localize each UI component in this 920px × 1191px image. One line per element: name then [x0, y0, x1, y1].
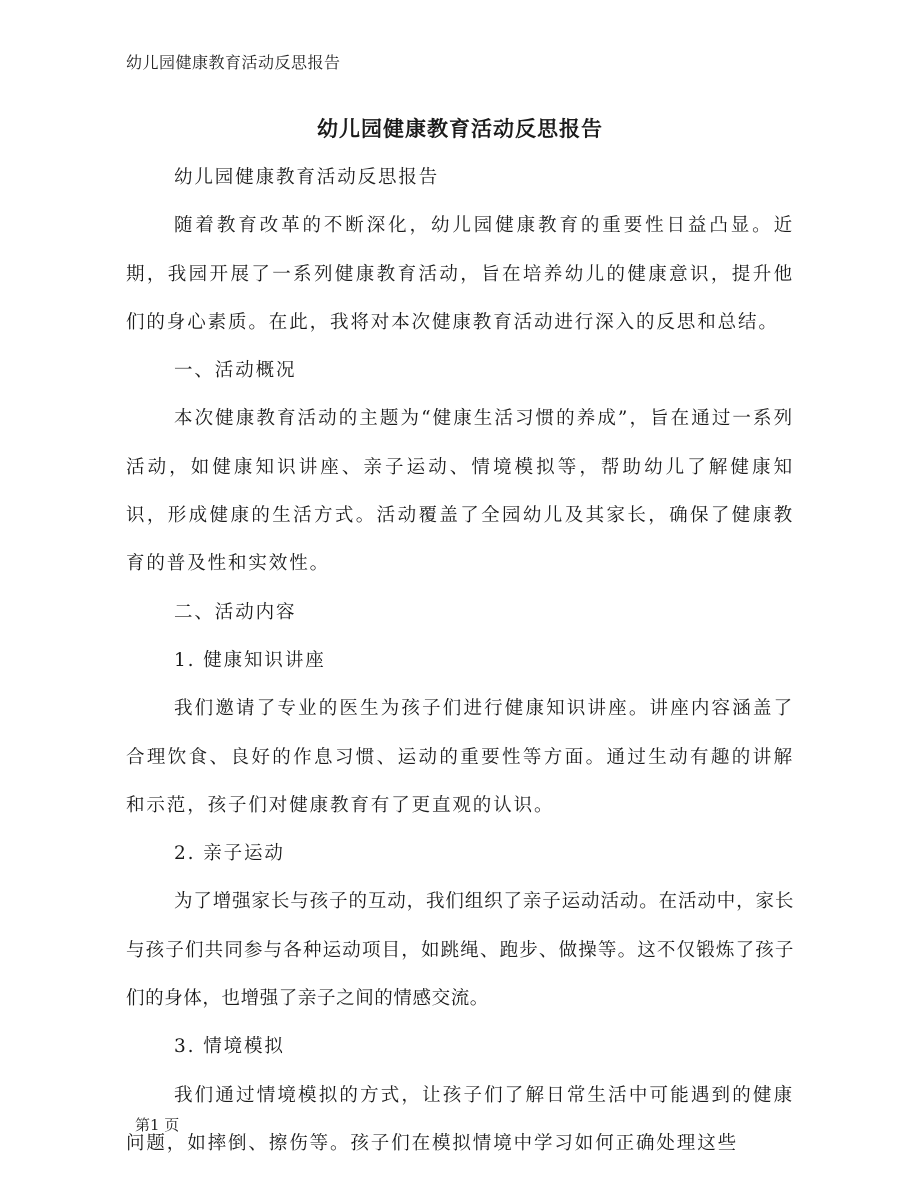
document-title: 幼儿园健康教育活动反思报告 — [317, 116, 603, 141]
sports-paragraph: 为了增强家长与孩子的互动，我们组织了亲子运动活动。在活动中，家长与孩子们共同参与各种运动项目，如跳绳、跑步、做操等。这不仅锻炼了孩子们的身体，也增强了亲子之间的情感交流。 — [126, 891, 794, 1010]
subtitle-paragraph: 幼儿园健康教育活动反思报告 — [174, 167, 440, 188]
subheading-scenario-simulation: 3. 情境模拟 — [174, 1036, 285, 1058]
subheading-parent-child-sports: 2. 亲子运动 — [174, 843, 285, 865]
section-heading-overview: 一、活动概况 — [174, 360, 297, 382]
section-heading-content: 二、活动内容 — [174, 601, 297, 623]
document-body — [126, 154, 794, 1168]
intro-paragraph: 随着教育改革的不断深化，幼儿园健康教育的重要性日益凸显。近期，我园开展了一系列健康教育活动，旨在培养幼儿的健康意识，提升他们的身心素质。在此，我将对本次健康教育活动进行深入的反思和总结。 — [126, 215, 794, 333]
running-header: 幼儿园健康教育活动反思报告 — [126, 53, 341, 72]
lecture-paragraph: 我们邀请了专业的医生为孩子们进行健康知识讲座。讲座内容涵盖了合理饮食、良好的作息习惯、运动的重要性等方面。通过生动有趣的讲解和示范，孩子们对健康教育有了更直观的认识。 — [126, 698, 794, 816]
overview-paragraph: 本次健康教育活动的主题为“健康生活习惯的养成”，旨在通过一系列活动，如健康知识讲座、亲子运动、情境模拟等，帮助幼儿了解健康知识，形成健康的生活方式。活动覆盖了全园幼儿及其家长，确保了健康教育的普及性和实效性。 — [126, 408, 794, 575]
scenario-paragraph: 我们通过情境模拟的方式，让孩子们了解日常生活中可能遇到的健康问题，如摔倒、擦伤等。孩子们在模拟情境中学习如何正确处理这些 — [126, 1084, 794, 1154]
subheading-lecture: 1. 健康知识讲座 — [174, 649, 326, 671]
page-number: 第1 页 — [135, 1116, 180, 1134]
